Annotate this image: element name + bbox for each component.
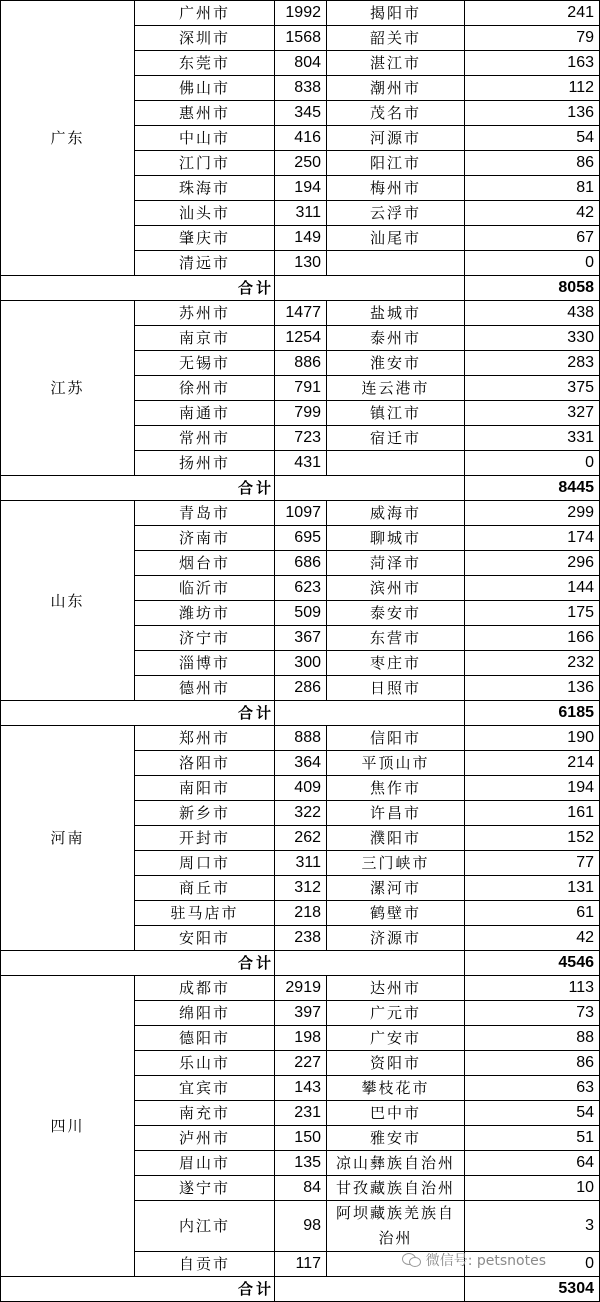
city-name: 德阳市 [135,1026,275,1051]
city-count: 409 [275,776,327,801]
city-name: 盐城市 [327,301,465,326]
city-name: 无锡市 [135,351,275,376]
city-count: 10 [465,1176,600,1201]
city-name: 信阳市 [327,726,465,751]
city-name: 镇江市 [327,401,465,426]
city-name: 揭阳市 [327,1,465,26]
city-name: 南阳市 [135,776,275,801]
city-count: 723 [275,426,327,451]
total-spacer [275,276,465,301]
city-name: 潍坊市 [135,601,275,626]
total-value: 8445 [465,476,600,501]
city-count: 311 [275,201,327,226]
city-name: 常州市 [135,426,275,451]
city-name: 乐山市 [135,1051,275,1076]
total-row [1,276,600,301]
total-row [1,701,600,726]
total-label: 合计 [1,701,275,726]
city-name: 南通市 [135,401,275,426]
city-count: 1992 [275,1,327,26]
watermark [402,1250,546,1270]
city-count: 438 [465,301,600,326]
table-row [1,726,600,751]
city-name: 潮州市 [327,76,465,101]
province-name: 山东 [1,501,135,701]
city-count: 194 [465,776,600,801]
province-name: 广东 [1,1,135,276]
city-name: 广州市 [135,1,275,26]
city-name: 泰州市 [327,326,465,351]
total-spacer [275,1277,465,1302]
city-name: 自贡市 [135,1252,275,1277]
city-name: 广元市 [327,1001,465,1026]
city-count: 791 [275,376,327,401]
city-count: 77 [465,851,600,876]
city-name: 汕头市 [135,201,275,226]
city-name: 珠海市 [135,176,275,201]
city-count: 799 [275,401,327,426]
city-count: 804 [275,51,327,76]
city-name: 宿迁市 [327,426,465,451]
city-name [327,451,465,476]
table-body [1,1,600,1302]
city-name: 德州市 [135,676,275,701]
city-count: 296 [465,551,600,576]
city-name: 凉山彝族自治州 [327,1151,465,1176]
table-row [1,501,600,526]
province-name: 江苏 [1,301,135,476]
city-count: 152 [465,826,600,851]
city-name: 济源市 [327,926,465,951]
city-count: 367 [275,626,327,651]
city-name: 临沂市 [135,576,275,601]
city-count: 416 [275,126,327,151]
city-name: 韶关市 [327,26,465,51]
province-name: 四川 [1,976,135,1277]
city-name: 遂宁市 [135,1176,275,1201]
city-name: 达州市 [327,976,465,1001]
city-name: 扬州市 [135,451,275,476]
city-name: 鹤壁市 [327,901,465,926]
city-count: 838 [275,76,327,101]
city-count: 241 [465,1,600,26]
city-name: 济宁市 [135,626,275,651]
city-count: 136 [465,101,600,126]
city-count: 509 [275,601,327,626]
city-name: 绵阳市 [135,1001,275,1026]
total-spacer [275,951,465,976]
city-name: 巴中市 [327,1101,465,1126]
city-count: 135 [275,1151,327,1176]
city-count: 64 [465,1151,600,1176]
city-count: 144 [465,576,600,601]
table-row [1,1,600,26]
city-count: 131 [465,876,600,901]
city-count: 311 [275,851,327,876]
city-name: 连云港市 [327,376,465,401]
city-name: 驻马店市 [135,901,275,926]
city-name: 日照市 [327,676,465,701]
city-count: 283 [465,351,600,376]
city-name: 新乡市 [135,801,275,826]
city-count: 98 [275,1201,327,1252]
city-name: 东营市 [327,626,465,651]
city-count: 149 [275,226,327,251]
city-count: 2919 [275,976,327,1001]
city-name: 资阳市 [327,1051,465,1076]
city-count: 231 [275,1101,327,1126]
city-count: 130 [275,251,327,276]
city-count: 67 [465,226,600,251]
city-name: 阳江市 [327,151,465,176]
table-row [1,301,600,326]
city-count: 686 [275,551,327,576]
total-row [1,476,600,501]
city-count: 695 [275,526,327,551]
total-spacer [275,701,465,726]
city-count: 0 [465,251,600,276]
city-name: 汕尾市 [327,226,465,251]
city-count: 163 [465,51,600,76]
city-name: 郑州市 [135,726,275,751]
city-name: 眉山市 [135,1151,275,1176]
city-name: 中山市 [135,126,275,151]
city-name: 宜宾市 [135,1076,275,1101]
city-name: 滨州市 [327,576,465,601]
city-name: 淄博市 [135,651,275,676]
city-name: 商丘市 [135,876,275,901]
city-name: 平顶山市 [327,751,465,776]
city-name: 云浮市 [327,201,465,226]
watermark-text: 微信号: petsnotes [425,1253,546,1269]
city-count: 88 [465,1026,600,1051]
city-name: 泸州市 [135,1126,275,1151]
city-count: 214 [465,751,600,776]
total-spacer [275,476,465,501]
total-label: 合计 [1,476,275,501]
city-count: 112 [465,76,600,101]
city-count: 227 [275,1051,327,1076]
city-count: 397 [275,1001,327,1026]
city-count: 81 [465,176,600,201]
city-count: 150 [275,1126,327,1151]
city-name: 湛江市 [327,51,465,76]
city-count: 51 [465,1126,600,1151]
city-count: 42 [465,926,600,951]
city-count: 166 [465,626,600,651]
city-count: 238 [275,926,327,951]
city-name: 威海市 [327,501,465,526]
city-name: 许昌市 [327,801,465,826]
city-count: 42 [465,201,600,226]
city-count: 331 [465,426,600,451]
city-count: 286 [275,676,327,701]
city-name [327,251,465,276]
city-name: 肇庆市 [135,226,275,251]
city-name: 广安市 [327,1026,465,1051]
city-name: 佛山市 [135,76,275,101]
city-name: 焦作市 [327,776,465,801]
city-count: 73 [465,1001,600,1026]
city-name: 濮阳市 [327,826,465,851]
city-name: 成都市 [135,976,275,1001]
city-name: 开封市 [135,826,275,851]
city-count: 886 [275,351,327,376]
city-count: 1254 [275,326,327,351]
city-count: 86 [465,151,600,176]
city-name: 南京市 [135,326,275,351]
city-count: 174 [465,526,600,551]
city-name: 南充市 [135,1101,275,1126]
city-count: 1097 [275,501,327,526]
city-name: 洛阳市 [135,751,275,776]
city-name: 徐州市 [135,376,275,401]
total-label: 合计 [1,1277,275,1302]
city-name: 东莞市 [135,51,275,76]
city-count: 300 [275,651,327,676]
city-count: 232 [465,651,600,676]
city-count: 198 [275,1026,327,1051]
city-count: 113 [465,976,600,1001]
city-name: 清远市 [135,251,275,276]
city-count: 61 [465,901,600,926]
city-name: 济南市 [135,526,275,551]
city-count: 3 [465,1201,600,1252]
city-count: 136 [465,676,600,701]
city-count: 0 [465,451,600,476]
city-name: 惠州市 [135,101,275,126]
total-row [1,1277,600,1302]
city-name: 安阳市 [135,926,275,951]
province-name: 河南 [1,726,135,951]
city-name: 枣庄市 [327,651,465,676]
city-count: 623 [275,576,327,601]
city-name: 河源市 [327,126,465,151]
wechat-icon [402,1252,422,1268]
city-name: 梅州市 [327,176,465,201]
city-count: 299 [465,501,600,526]
total-label: 合计 [1,276,275,301]
city-count: 1477 [275,301,327,326]
city-name: 周口市 [135,851,275,876]
city-name: 聊城市 [327,526,465,551]
city-name: 泰安市 [327,601,465,626]
city-name: 菏泽市 [327,551,465,576]
city-name: 江门市 [135,151,275,176]
city-count: 364 [275,751,327,776]
total-value: 4546 [465,951,600,976]
city-count: 322 [275,801,327,826]
city-count: 312 [275,876,327,901]
city-count: 250 [275,151,327,176]
city-count: 84 [275,1176,327,1201]
city-name: 深圳市 [135,26,275,51]
city-count: 888 [275,726,327,751]
total-value: 6185 [465,701,600,726]
city-count: 345 [275,101,327,126]
table-row [1,976,600,1001]
city-name: 淮安市 [327,351,465,376]
city-name: 阿坝藏族羌族自治州 [327,1201,465,1252]
city-count: 431 [275,451,327,476]
city-name: 烟台市 [135,551,275,576]
city-count: 218 [275,901,327,926]
city-name: 雅安市 [327,1126,465,1151]
city-name: 青岛市 [135,501,275,526]
city-count: 1568 [275,26,327,51]
city-count: 86 [465,1051,600,1076]
city-count: 117 [275,1252,327,1277]
total-row [1,951,600,976]
city-name: 茂名市 [327,101,465,126]
city-count: 54 [465,126,600,151]
city-count: 0 [465,1252,600,1277]
city-count: 54 [465,1101,600,1126]
city-count: 175 [465,601,600,626]
city-count: 190 [465,726,600,751]
city-name: 内江市 [135,1201,275,1252]
total-value: 8058 [465,276,600,301]
city-name: 三门峡市 [327,851,465,876]
city-count: 161 [465,801,600,826]
city-name: 漯河市 [327,876,465,901]
city-name: 苏州市 [135,301,275,326]
city-count: 327 [465,401,600,426]
city-name: 攀枝花市 [327,1076,465,1101]
city-count: 143 [275,1076,327,1101]
city-count: 79 [465,26,600,51]
city-name: 甘孜藏族自治州 [327,1176,465,1201]
city-count: 262 [275,826,327,851]
city-count: 194 [275,176,327,201]
city-count: 375 [465,376,600,401]
city-count: 330 [465,326,600,351]
total-label: 合计 [1,951,275,976]
total-value: 5304 [465,1277,600,1302]
city-count: 63 [465,1076,600,1101]
